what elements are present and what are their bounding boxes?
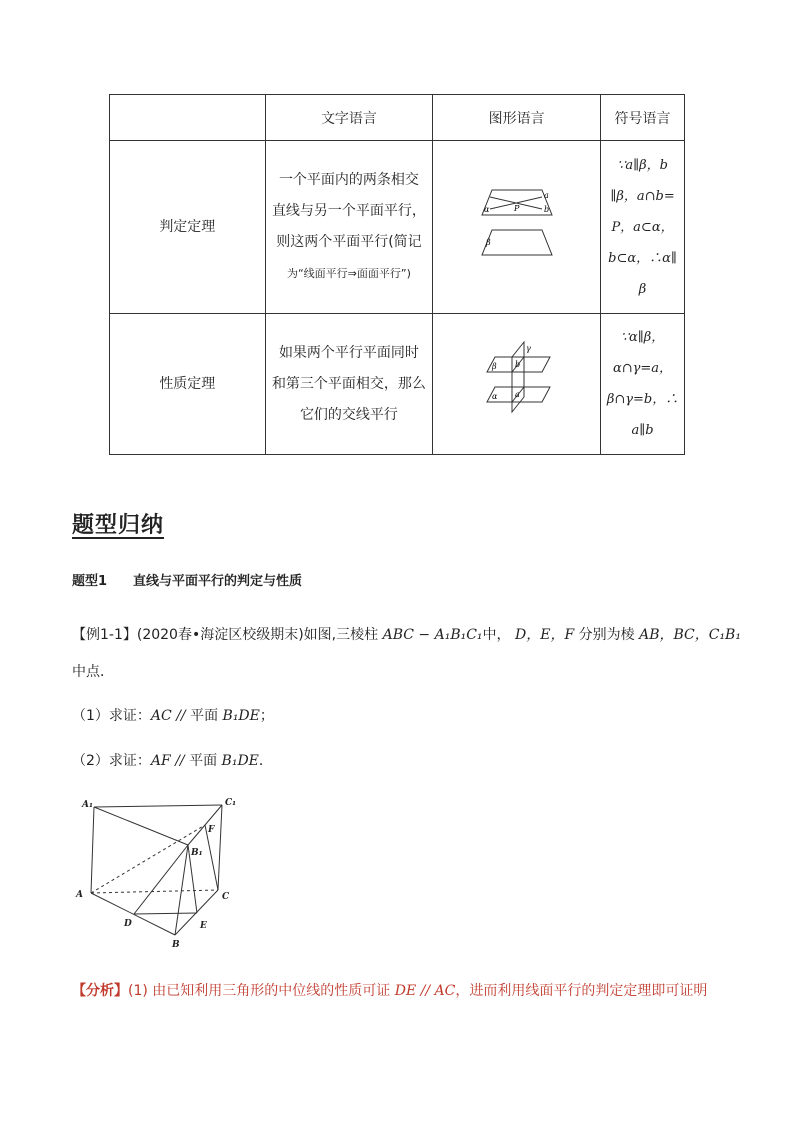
figure-label: β	[485, 238, 491, 247]
edge-ac-hidden	[91, 890, 218, 893]
vertex-label: C	[222, 892, 230, 902]
figure-cell-criterion	[433, 141, 601, 314]
text-cell-criterion	[265, 141, 433, 314]
header-cell-empty	[110, 95, 266, 141]
section-title: 题型归纳	[72, 513, 165, 538]
figure-label: a	[543, 191, 549, 200]
analysis-tag: 【分析】	[72, 983, 128, 999]
vertex-label: D	[124, 919, 132, 929]
example-question-1	[72, 705, 274, 725]
math-expression: AF //	[150, 753, 190, 769]
text-cell-property	[265, 314, 433, 455]
math-expression: D，E，F	[515, 627, 575, 643]
figure-label: P	[513, 204, 520, 213]
example-text: 平面	[190, 708, 219, 724]
example-line-1	[72, 624, 741, 644]
symbol-cell-criterion	[601, 141, 685, 314]
example-text: 中，	[482, 627, 511, 643]
row-name-criterion: 判定定理	[110, 141, 266, 314]
symbol-line: β∩γ=b，∴	[606, 392, 679, 407]
text-line: 为“线面平行⇒面面平行”)	[286, 267, 411, 280]
symbol-line: α∩γ=a，	[612, 361, 673, 376]
theorem-table	[109, 94, 685, 455]
symbol-line: ∵α∥β，	[620, 330, 665, 345]
vertex-label: A	[76, 890, 83, 900]
symbol-line: b⊂α，∴α∥	[608, 250, 677, 266]
example-text: ；	[259, 708, 274, 724]
edge-a1c1	[94, 805, 222, 807]
symbol-line: a∥b	[631, 423, 654, 438]
analysis-line	[72, 980, 707, 1000]
vertex-label: E	[200, 921, 207, 931]
vertex-label: B₁	[191, 848, 203, 858]
example-text: （1）求证：	[72, 708, 151, 724]
question-type-name: 直线与平面平行的判定与性质	[133, 574, 303, 589]
example-text: （2）求证：	[72, 753, 151, 769]
text-line: 如果两个平行平面同时	[278, 344, 419, 361]
example-question-2	[72, 750, 273, 770]
figure-label: b	[514, 360, 520, 369]
symbol-line: ∵a∥β，b	[617, 157, 668, 173]
figure-label: a	[514, 390, 520, 399]
vertex-label: C₁	[225, 798, 237, 808]
edge-a1a	[91, 807, 94, 893]
text-line: 直线与另一个平面平行，	[271, 203, 426, 219]
example-line-2: 中点．	[72, 664, 114, 680]
math-expression: AC //	[150, 708, 191, 724]
analysis-text: ，进而利用线面平行的判定定理即可证明	[455, 983, 708, 999]
text-line: 则这两个平面平行(简记	[276, 234, 422, 250]
table-header-row	[110, 95, 685, 141]
vertex-label: B	[172, 940, 180, 950]
parallel-planes-figure	[472, 185, 562, 265]
figure-label: β	[491, 362, 497, 371]
example-text: (2020春•海淀区校级期末)如图,三棱柱	[136, 627, 379, 643]
header-cell-figure-language: 图形语言	[433, 95, 601, 141]
math-expression: AB，BC，C₁B₁	[639, 627, 741, 643]
math-expression: ABC − A₁B₁C₁	[382, 627, 483, 643]
figure-label: γ	[525, 344, 531, 353]
figure-cell-property	[433, 314, 601, 455]
question-type-heading	[72, 570, 302, 589]
example-text: 分别为棱	[578, 627, 635, 643]
header-cell-symbol-language: 符号语言	[601, 95, 685, 141]
math-expression: B₁DE	[222, 708, 260, 724]
header-cell-text-language: 文字语言	[265, 95, 433, 141]
figure-label: α	[483, 205, 490, 214]
example-text: 平面	[189, 753, 218, 769]
symbol-line: P，a⊂α，	[611, 219, 674, 235]
text-line: 它们的交线平行	[299, 406, 398, 423]
figure-label: b	[543, 205, 549, 214]
table-row-property	[110, 314, 685, 455]
text-line: 一个平面内的两条相交	[278, 172, 419, 188]
row-name-property: 性质定理	[110, 314, 266, 455]
figure-label: α	[491, 392, 498, 401]
text-line: 和第三个平面相交，那么	[271, 375, 426, 392]
edge-c1c	[218, 805, 222, 890]
edge-de	[134, 913, 197, 914]
plane-beta-shape	[482, 230, 552, 255]
intersecting-planes-figure	[472, 337, 562, 427]
question-type-label: 题型1	[72, 574, 108, 589]
analysis-text: (1) 由已知利用三角形的中位线的性质可证	[128, 983, 391, 999]
table-row-criterion	[110, 141, 685, 314]
edge-a1b1	[94, 807, 188, 845]
vertex-label: F	[208, 825, 215, 835]
math-expression: B₁DE	[221, 753, 259, 769]
symbol-line: ∥β，a∩b=	[610, 188, 675, 204]
symbol-line: β	[638, 281, 647, 297]
example-text: ．	[258, 753, 273, 769]
vertex-label: A₁	[82, 800, 93, 810]
symbol-cell-property	[601, 314, 685, 455]
math-expression: DE // AC	[394, 983, 456, 999]
prism-figure	[70, 795, 250, 955]
example-tag: 【例1-1】	[72, 627, 137, 643]
edge-af-hidden	[91, 825, 205, 893]
